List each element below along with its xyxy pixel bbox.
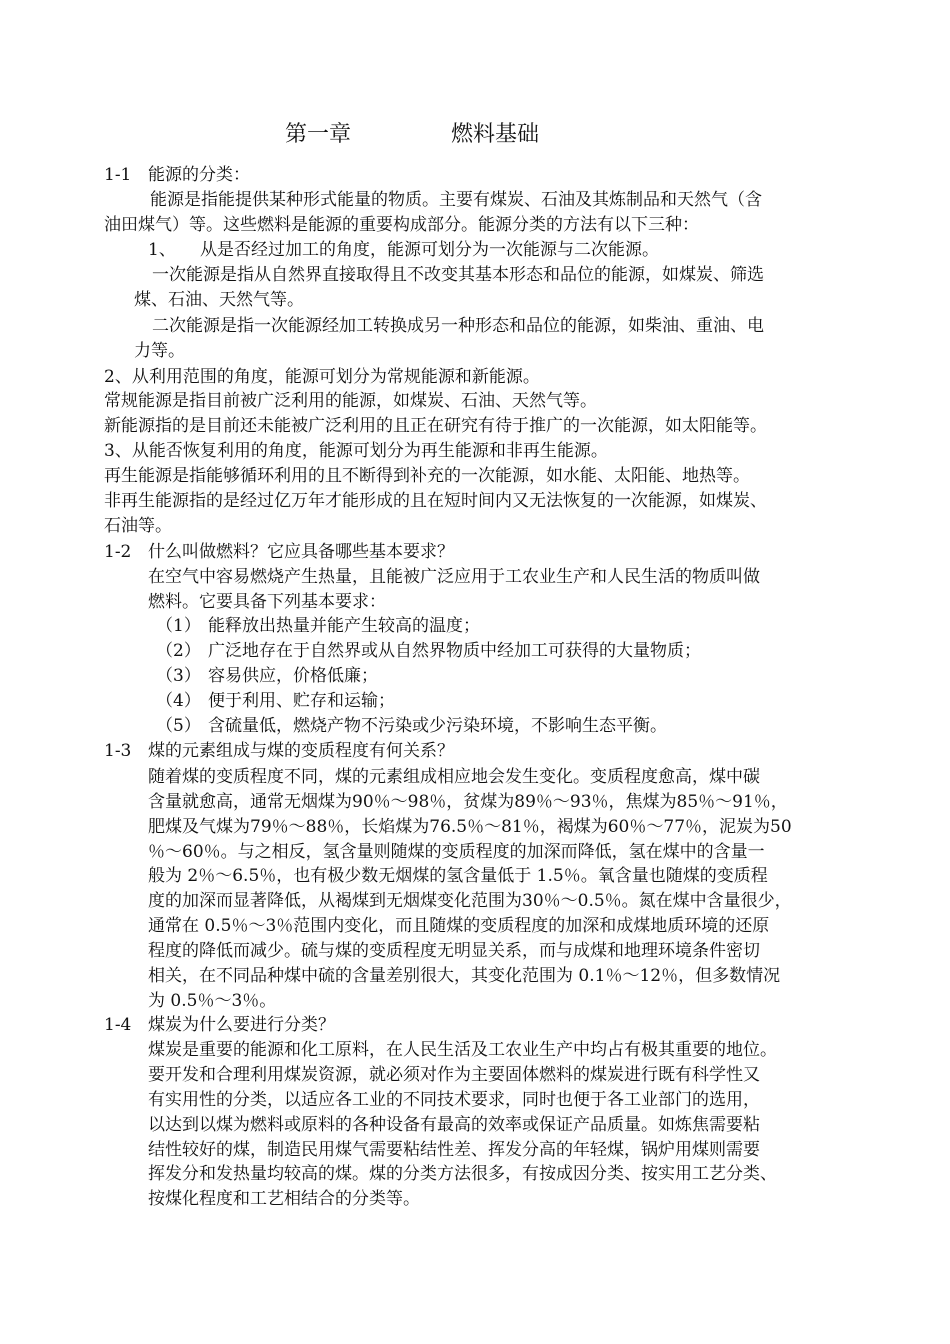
paragraph-line: 能源是指能提供某种形式能量的物质。主要有煤炭、石油及其炼制品和天然气（含 xyxy=(150,190,762,210)
requirement-number: （5） xyxy=(156,716,201,736)
requirement-text: 便于利用、贮存和运输； xyxy=(208,691,395,711)
chapter-name: 燃料基础 xyxy=(451,122,540,147)
paragraph-line: 2、从利用范围的角度，能源可划分为常规能源和新能源。 xyxy=(104,367,540,387)
chapter-title xyxy=(285,120,539,150)
section-heading xyxy=(104,540,454,564)
paragraph-line: 通常在 0.5％～3％范围内变化，而且随煤的变质程度的加深和成煤地质环境的还原 xyxy=(148,916,770,936)
paragraph-line: 挥发分和发热量均较高的煤。煤的分类方法很多，有按成因分类、按实用工艺分类、 xyxy=(148,1164,777,1184)
paragraph-line: 相关，在不同品种煤中硫的含量差别很大，其变化范围为 0.1％～12％，但多数情况 xyxy=(148,966,781,986)
paragraph-line: 再生能源是指能够循环利用的且不断得到补充的一次能源，如水能、太阳能、地热等。 xyxy=(104,466,750,486)
list-item-text: 从是否经过加工的角度，能源可划分为一次能源与二次能源。 xyxy=(200,240,659,260)
section-heading-text: 什么叫做燃料？它应具备哪些基本要求？ xyxy=(148,542,454,562)
paragraph-line: 般为 2％～6.5％，也有极少数无烟煤的氢含量低于 1.5％。氧含量也随煤的变质程 xyxy=(148,866,768,886)
paragraph-line: 要开发和合理利用煤炭资源，就必须对作为主要固体燃料的煤炭进行既有科学性又 xyxy=(148,1065,760,1085)
section-heading xyxy=(104,163,250,187)
paragraph-line: 含量就愈高，通常无烟煤为90％～98％，贫煤为89％～93％，焦煤为85％～91％， xyxy=(148,792,788,812)
paragraph-line: 有实用性的分类，以适应各工业的不同技术要求，同时也便于各工业部门的选用， xyxy=(148,1090,760,1110)
paragraph-line: 随着煤的变质程度不同，煤的元素组成相应地会发生变化。变质程度愈高，煤中碳 xyxy=(148,767,760,787)
requirement-number: （3） xyxy=(156,666,201,686)
paragraph-line: 肥煤及气煤为79％～88％，长焰煤为76.5％～81％，褐煤为60％～77％，泥炭为50 xyxy=(148,817,792,837)
section-heading xyxy=(104,739,454,763)
requirement-text: 能释放出热量并能产生较高的温度； xyxy=(208,616,480,636)
paragraph-line: 为 0.5％～3％。 xyxy=(148,991,277,1011)
paragraph-line: 以达到以煤为燃料或原料的各种设备有最高的效率或保证产品质量。如炼焦需要粘 xyxy=(148,1115,760,1135)
requirement-item xyxy=(156,664,378,688)
requirement-item xyxy=(156,689,395,713)
requirement-item xyxy=(156,714,667,738)
paragraph-line: 程度的降低而减少。硫与煤的变质程度无明显关系，而与成煤和地理环境条件密切 xyxy=(148,941,760,961)
paragraph-line: 煤炭是重要的能源和化工原料，在人民生活及工农业生产中均占有极其重要的地位。 xyxy=(148,1040,777,1060)
paragraph-line: 煤、石油、天然气等。 xyxy=(134,290,304,310)
section-heading-text: 煤的元素组成与煤的变质程度有何关系？ xyxy=(148,741,454,761)
section-number: 1-1 xyxy=(104,165,132,185)
paragraph-line: 一次能源是指从自然界直接取得且不改变其基本形态和品位的能源，如煤炭、筛选 xyxy=(152,265,764,285)
paragraph-line: 石油等。 xyxy=(104,516,172,536)
paragraph-line: 非再生能源指的是经过亿万年才能形成的且在短时间内又无法恢复的一次能源，如煤炭、 xyxy=(104,491,767,511)
section-number: 1-2 xyxy=(104,542,132,562)
section-number: 1-4 xyxy=(104,1015,132,1035)
requirement-text: 含硫量低，燃烧产物不污染或少污染环境，不影响生态平衡。 xyxy=(208,716,667,736)
requirement-text: 广泛地存在于自然界或从自然界物质中经加工可获得的大量物质； xyxy=(208,641,701,661)
paragraph-line: 力等。 xyxy=(134,341,185,361)
requirement-text: 容易供应，价格低廉； xyxy=(208,666,378,686)
paragraph-line: 在空气中容易燃烧产生热量，且能被广泛应用于工农业生产和人民生活的物质叫做 xyxy=(148,567,760,587)
section-number: 1-3 xyxy=(104,741,132,761)
paragraph-line: ％～60％。与之相反，氢含量则随煤的变质程度的加深而降低，氢在煤中的含量一 xyxy=(148,842,765,862)
paragraph-line: 新能源指的是目前还未能被广泛利用的且正在研究有待于推广的一次能源，如太阳能等。 xyxy=(104,416,767,436)
requirement-item xyxy=(156,614,480,638)
paragraph-line: 3、从能否恢复利用的角度，能源可划分为再生能源和非再生能源。 xyxy=(104,441,608,461)
chapter-number: 第一章 xyxy=(285,122,352,147)
paragraph-line: 度的加深而显著降低，从褐煤到无烟煤变化范围为30％～0.5％。氮在煤中含量很少， xyxy=(148,891,792,911)
paragraph-line: 燃料。它要具备下列基本要求： xyxy=(148,592,386,612)
paragraph-line: 二次能源是指一次能源经加工转换成另一种形态和品位的能源，如柴油、重油、电 xyxy=(152,316,764,336)
requirement-item xyxy=(156,639,701,663)
paragraph-line: 按煤化程度和工艺相结合的分类等。 xyxy=(148,1189,420,1209)
paragraph-line: 油田煤气）等。这些燃料是能源的重要构成部分。能源分类的方法有以下三种： xyxy=(104,215,699,235)
requirement-number: （4） xyxy=(156,691,201,711)
requirement-number: （1） xyxy=(156,616,201,636)
list-item xyxy=(148,238,659,262)
requirement-number: （2） xyxy=(156,641,201,661)
paragraph-line: 常规能源是指目前被广泛利用的能源，如煤炭、石油、天然气等。 xyxy=(104,391,597,411)
section-heading-text: 煤炭为什么要进行分类？ xyxy=(148,1015,335,1035)
section-heading xyxy=(104,1013,335,1037)
list-item-number: 1、 xyxy=(148,240,176,260)
section-heading-text: 能源的分类： xyxy=(148,165,250,185)
paragraph-line: 结性较好的煤，制造民用煤气需要粘结性差、挥发分高的年轻煤，锅炉用煤则需要 xyxy=(148,1140,760,1160)
